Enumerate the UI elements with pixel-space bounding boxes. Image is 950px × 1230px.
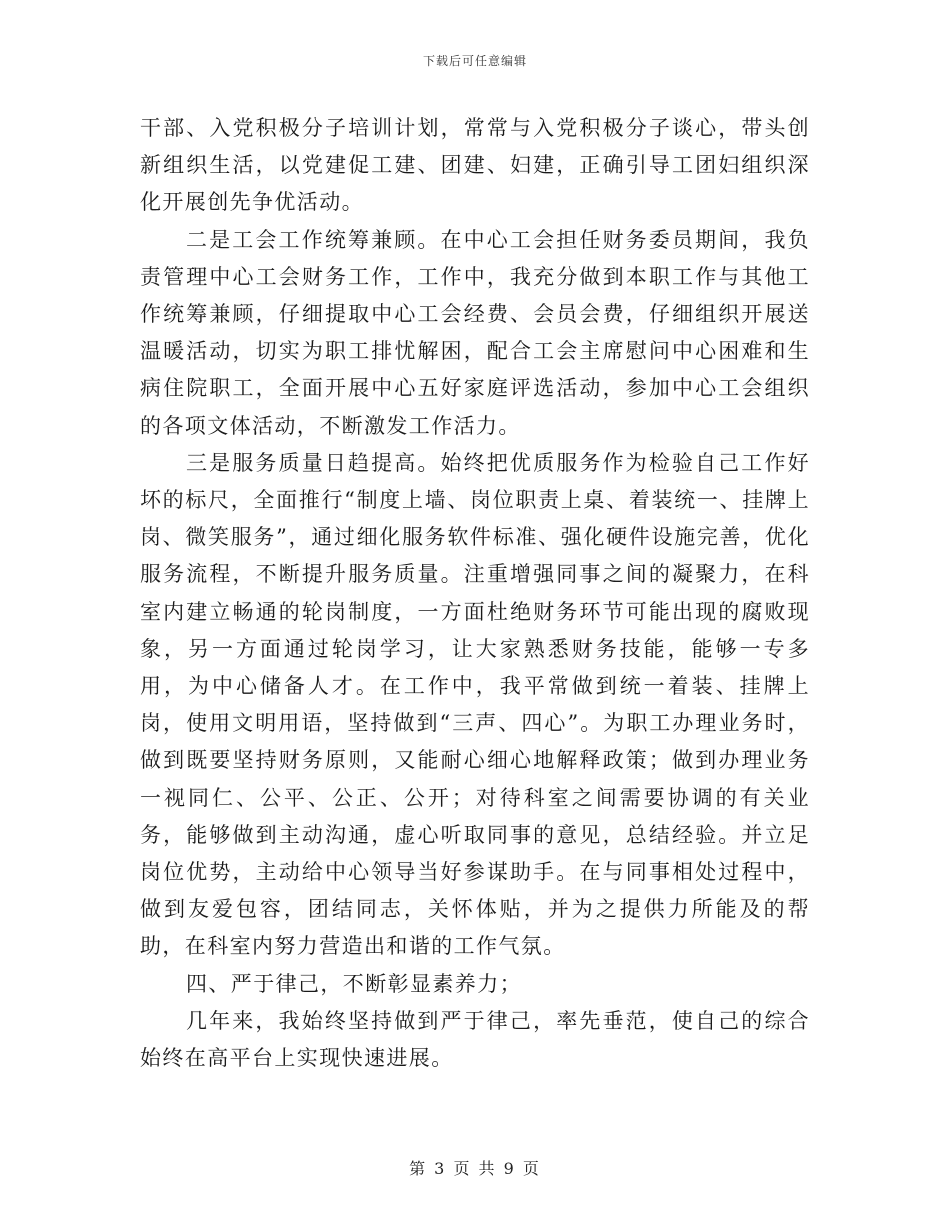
- paragraph-service-quality: 三是服务质量日趋提高。始终把优质服务作为检验自己工作好坏的标尺，全面推行“制度上墙、岗位职责上桌、着装统一、挂牌上岗、微笑服务”，通过细化服务软件标准、强化硬件设施完善，优化服务流程，不断提升服务质量。注重增强同事之间的凝聚力，在科室内建立畅通的轮岗制度，一方面杜绝财务环节可能出现的腐败现象，另一方面通过轮岗学习，让大家熟悉财务技能，能够一专多用，为中心储备人才。在工作中，我平常做到统一着装、挂牌上岗，使用文明用语，坚持做到“三声、四心”。为职工办理业务时，做到既要坚持财务原则，又能耐心细心地解释政策；做到办理业务一视同仁、公平、公正、公开；对待科室之间需要协调的有关业务，能够做到主动沟通，虚心听取同事的意见，总结经验。并立足岗位优势，主动给中心领导当好参谋助手。在与同事相处过程中，做到友爱包容，团结同志，关怀体贴，并为之提供力所能及的帮助，在科室内努力营造出和谐的工作气氛。: [140, 450, 810, 959]
- page-header-note: 下载后可任意编辑: [422, 54, 527, 68]
- paragraph-union-work: 二是工会工作统筹兼顾。在中心工会担任财务委员期间，我负责管理中心工会财务工作，工作中，我充分做到本职工作与其他工作统筹兼顾，仔细提取中心工会经费、会员会费，仔细组织开展送温暖活动，切实为职工排忧解困，配合工会主席慰问中心困难和生病住院职工，全面开展中心五好家庭评选活动，参加中心工会组织的各项文体活动，不断激发工作活力。: [140, 227, 810, 438]
- paragraph-continuation: 干部、入党积极分子培训计划，常常与入党积极分子谈心，带头创新组织生活，以党建促工建、团建、妇建，正确引导工团妇组织深化开展创先争优活动。: [140, 116, 810, 215]
- section-heading-self-discipline: 四、严于律己，不断彰显素养力；: [186, 971, 522, 996]
- document-body: [140, 110, 810, 1077]
- page-number: 第 3 页 共 9 页: [409, 1159, 541, 1178]
- paragraph-self-discipline: 几年来，我始终坚持做到严于律己，率先垂范，使自己的综合始终在高平台上实现快速进展。: [140, 1008, 810, 1071]
